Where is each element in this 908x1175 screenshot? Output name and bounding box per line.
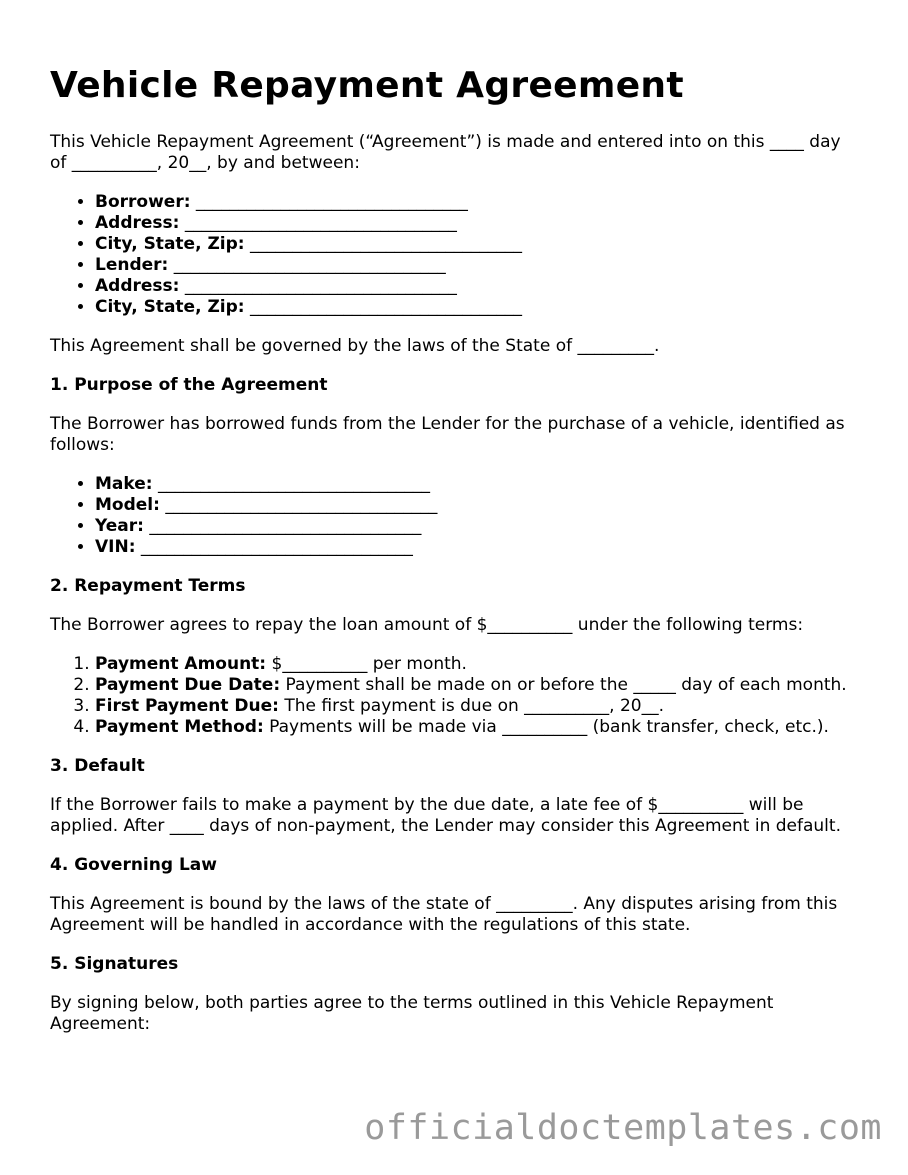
- repayment-paragraph: The Borrower agrees to repay the loan amount of $__________ under the following terms:: [50, 615, 804, 635]
- field-blank: ________________________________: [184, 276, 457, 296]
- governing-law-paragraph: This Agreement is bound by the laws of the state of _________. Any disputes arising from this Agreement will be handled in accordance with the regulations of this state.: [50, 894, 838, 935]
- party-borrower: [95, 192, 860, 213]
- field-blank: ________________________________: [249, 234, 522, 254]
- field-label: Lender:: [95, 255, 169, 275]
- term-text: $__________ per month.: [271, 654, 467, 674]
- field-label: Address:: [95, 213, 180, 233]
- field-blank: ________________________________: [184, 213, 457, 233]
- watermark: officialdoctemplates.com: [364, 1108, 882, 1148]
- field-label: Year:: [95, 516, 144, 536]
- purpose-paragraph: The Borrower has borrowed funds from the Lender for the purchase of a vehicle, identified as follows:: [50, 414, 845, 455]
- term-text: Payment shall be made on or before the _____ day of each month.: [285, 675, 847, 695]
- field-label: Model:: [95, 495, 160, 515]
- field-label: City, State, Zip:: [95, 297, 245, 317]
- section-heading-signatures: 5. Signatures: [50, 954, 179, 974]
- field-label: City, State, Zip:: [95, 234, 245, 254]
- page-title: Vehicle Repayment Agreement: [50, 65, 684, 106]
- party-lender: [95, 255, 860, 276]
- party-lender-city: [95, 297, 860, 318]
- field-label: Borrower:: [95, 192, 191, 212]
- term-text: The first payment is due on __________, 20__.: [284, 696, 664, 716]
- signatures-paragraph: By signing below, both parties agree to the terms outlined in this Vehicle Repayment Agreement:: [50, 993, 774, 1034]
- section-heading-repayment: 2. Repayment Terms: [50, 576, 246, 596]
- field-blank: ________________________________: [249, 297, 522, 317]
- field-label: Address:: [95, 276, 180, 296]
- vehicle-list: [50, 474, 860, 558]
- term-label: Payment Method:: [95, 717, 264, 737]
- term-payment-amount: [95, 654, 860, 675]
- terms-list: [50, 654, 860, 738]
- party-borrower-city: [95, 234, 860, 255]
- section-heading-purpose: 1. Purpose of the Agreement: [50, 375, 328, 395]
- term-payment-method: [95, 717, 860, 738]
- governed-paragraph: This Agreement shall be governed by the laws of the State of _________.: [50, 336, 660, 356]
- vehicle-year: [95, 516, 860, 537]
- vehicle-make: [95, 474, 860, 495]
- field-blank: ________________________________: [173, 255, 446, 275]
- section-heading-default: 3. Default: [50, 756, 145, 776]
- parties-list: [50, 192, 860, 318]
- field-blank: ________________________________: [140, 537, 413, 557]
- field-label: VIN:: [95, 537, 136, 557]
- party-lender-address: [95, 276, 860, 297]
- document-page: [50, 62, 860, 1053]
- vehicle-model: [95, 495, 860, 516]
- party-borrower-address: [95, 213, 860, 234]
- term-label: Payment Due Date:: [95, 675, 281, 695]
- term-label: First Payment Due:: [95, 696, 279, 716]
- term-first-payment: [95, 696, 860, 717]
- default-paragraph: If the Borrower fails to make a payment by the due date, a late fee of $__________ will be applied. After ____ days of non-payment, the Lender may consider this Agreement in default.: [50, 795, 841, 836]
- vehicle-vin: [95, 537, 860, 558]
- term-text: Payments will be made via __________ (bank transfer, check, etc.).: [269, 717, 829, 737]
- term-label: Payment Amount:: [95, 654, 267, 674]
- section-heading-governing-law: 4. Governing Law: [50, 855, 217, 875]
- field-blank: ________________________________: [165, 495, 438, 515]
- field-blank: ________________________________: [157, 474, 430, 494]
- field-label: Make:: [95, 474, 153, 494]
- field-blank: ________________________________: [149, 516, 422, 536]
- term-due-date: [95, 675, 860, 696]
- intro-paragraph: This Vehicle Repayment Agreement (“Agreement”) is made and entered into on this ____ day of __________, 20__, by and between:: [50, 132, 841, 173]
- field-blank: ________________________________: [195, 192, 468, 212]
